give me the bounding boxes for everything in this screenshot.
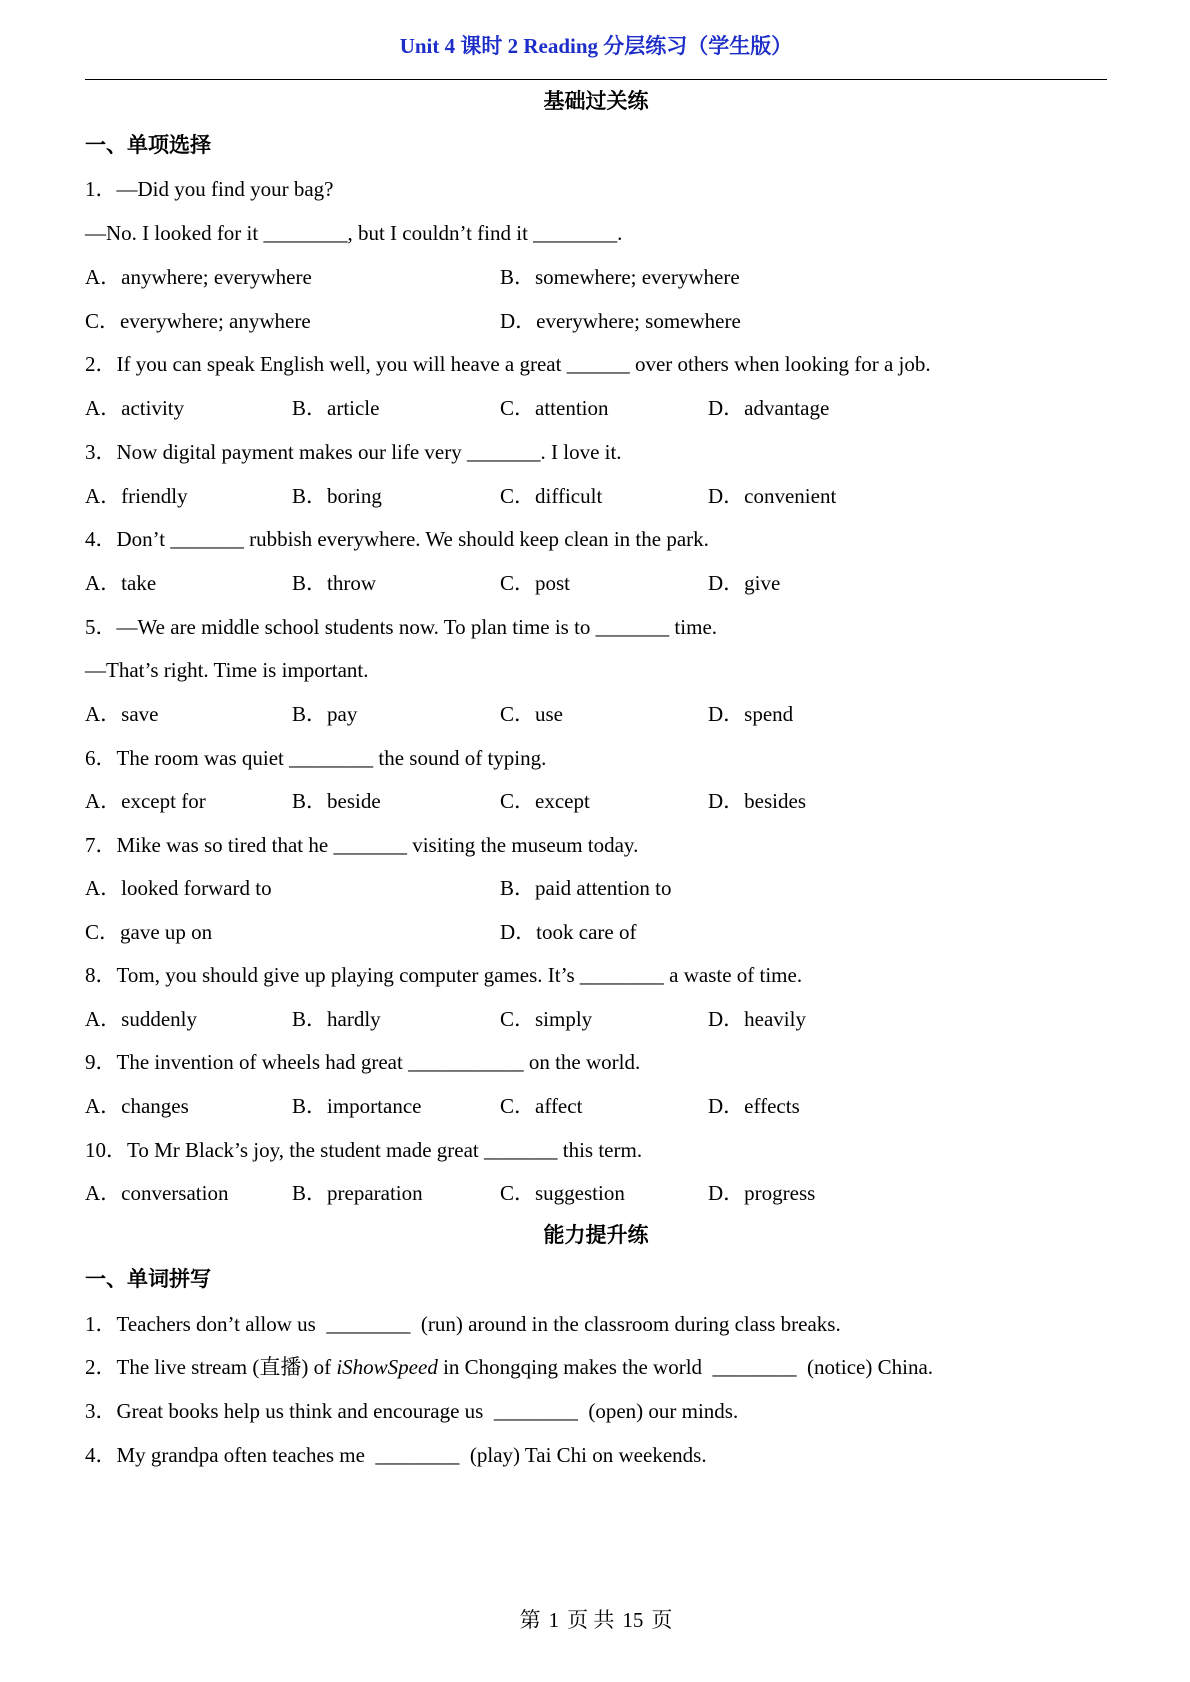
part-title-spelling: 一、单词拼写 — [85, 1267, 211, 1291]
q9-option-d: D．effects — [708, 1094, 800, 1118]
question-2: 2．If you can speak English well, you will heave a great ______ over others when looking for a job. — [85, 352, 931, 376]
q4-option-a: A．take — [85, 571, 157, 595]
q4-option-b: B．throw — [292, 571, 376, 595]
q3-option-c: C．difficult — [500, 484, 603, 508]
q7-option-b: B．paid attention to — [500, 876, 672, 900]
q6-option-c: C．except — [500, 789, 590, 813]
q7-option-c: C．gave up on — [85, 920, 213, 944]
page-header-title: Unit 4 课时 2 Reading 分层练习（学生版） — [399, 34, 793, 58]
q2-option-a: A．activity — [85, 396, 185, 420]
spelling-question-4: 4．My grandpa often teaches me ________ (play) Tai Chi on weekends. — [85, 1443, 707, 1467]
q6-option-b: B．beside — [292, 789, 381, 813]
q9-option-a: A．changes — [85, 1094, 189, 1118]
q5-option-a: A．save — [85, 702, 159, 726]
question-10: 10．To Mr Black’s joy, the student made great _______ this term. — [85, 1138, 643, 1162]
section-title-basic: 基础过关练 — [543, 89, 649, 113]
q9-option-c: C．affect — [500, 1094, 583, 1118]
q9-option-b: B．importance — [292, 1094, 422, 1118]
q5-option-d: D．spend — [708, 702, 794, 726]
q6-option-d: D．besides — [708, 789, 806, 813]
q10-option-c: C．suggestion — [500, 1181, 625, 1205]
q10-option-a: A．conversation — [85, 1181, 229, 1205]
spelling-question-1: 1．Teachers don’t allow us ________ (run) around in the classroom during class breaks. — [85, 1312, 841, 1336]
q8-option-c: C．simply — [500, 1007, 593, 1031]
total-pages: 15 — [622, 1608, 644, 1632]
q7-option-a: A．looked forward to — [85, 876, 272, 900]
q6-option-a: A．except for — [85, 789, 206, 813]
q5-option-b: B．pay — [292, 702, 358, 726]
q7-option-d: D．took care of — [500, 920, 637, 944]
q1-option-a: A．anywhere; everywhere — [85, 265, 312, 289]
q5-option-c: C．use — [500, 702, 563, 726]
section-title-advanced: 能力提升练 — [543, 1223, 649, 1247]
question-6: 6．The room was quiet ________ the sound of typing. — [85, 746, 547, 770]
header-divider — [85, 79, 1107, 80]
question-4: 4．Don’t _______ rubbish everywhere. We should keep clean in the park. — [85, 527, 709, 551]
q8-option-a: A．suddenly — [85, 1007, 197, 1031]
q1-option-b: B．somewhere; everywhere — [500, 265, 740, 289]
q2-option-d: D．advantage — [708, 396, 830, 420]
q4-option-c: C．post — [500, 571, 571, 595]
q10-option-b: B．preparation — [292, 1181, 423, 1205]
q3-option-a: A．friendly — [85, 484, 188, 508]
question-8: 8．Tom, you should give up playing computer games. It’s ________ a waste of time. — [85, 963, 803, 987]
question-5: 5．—We are middle school students now. To plan time is to _______ time. — [85, 615, 718, 639]
q2-option-c: C．attention — [500, 396, 609, 420]
q3-option-d: D．convenient — [708, 484, 837, 508]
q8-option-b: B．hardly — [292, 1007, 381, 1031]
question-3: 3．Now digital payment makes our life very _______. I love it. — [85, 440, 622, 464]
current-page: 1 — [548, 1608, 560, 1632]
question-7: 7．Mike was so tired that he _______ visiting the museum today. — [85, 833, 639, 857]
q1-option-d: D．everywhere; somewhere — [500, 309, 741, 333]
q4-option-d: D．give — [708, 571, 781, 595]
q3-option-b: B．boring — [292, 484, 382, 508]
spelling-question-3: 3．Great books help us think and encourage us ________ (open) our minds. — [85, 1399, 739, 1423]
q10-option-d: D．progress — [708, 1181, 816, 1205]
part-title-multiple-choice: 一、单项选择 — [85, 133, 211, 157]
q2-option-b: B．article — [292, 396, 380, 420]
q8-option-d: D．heavily — [708, 1007, 806, 1031]
question-5-line-2: —That’s right. Time is important. — [85, 658, 369, 682]
spelling-question-2: 2．The live stream (直播) of iShowSpeed in Chongqing makes the world ________ (notice) China. — [85, 1355, 934, 1379]
question-1-line-2: —No. I looked for it ________, but I couldn’t find it ________. — [85, 221, 623, 245]
question-9: 9．The invention of wheels had great ___________ on the world. — [85, 1050, 641, 1074]
page-footer: 第 1 页 共 15 页 — [519, 1608, 673, 1632]
q1-option-c: C．everywhere; anywhere — [85, 309, 311, 333]
question-1: 1．—Did you find your bag? — [85, 177, 334, 201]
